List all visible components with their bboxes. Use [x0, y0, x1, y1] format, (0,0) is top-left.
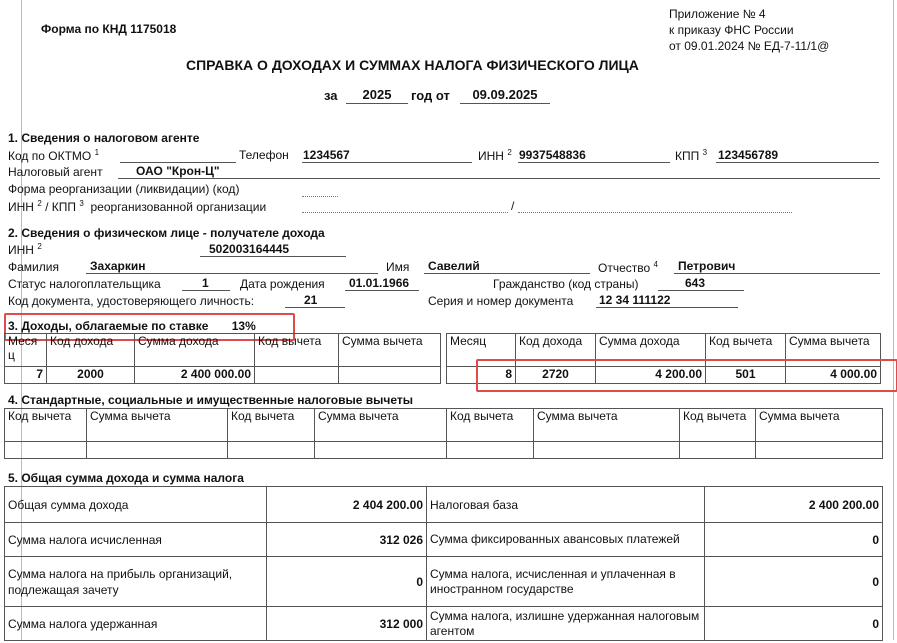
- reorg-form-label: Форма реорганизации (ликвидации) (код): [8, 182, 240, 196]
- status-field: [182, 290, 230, 291]
- agent-name: ОАО "Крон-Ц": [136, 164, 220, 178]
- agent-phone: 1234567: [303, 148, 350, 162]
- phone-label: Телефон: [239, 148, 289, 162]
- reorg-form-field: [302, 196, 338, 197]
- total-income-label: Общая сумма дохода: [5, 487, 267, 523]
- citizenship-field: [658, 290, 744, 291]
- income-header-amount: Сумма дохода: [135, 334, 255, 367]
- table-row: [5, 442, 883, 459]
- income-header-code: Код дохода: [516, 334, 596, 367]
- agent-name-field: [118, 178, 880, 179]
- tax-base-value: 2 400 200.00: [705, 487, 883, 523]
- foreign-tax-label: Сумма налога, исчисленная и уплаченная в иностранном государстве: [427, 557, 705, 607]
- tax-withheld-value: 312 000: [267, 607, 427, 641]
- deduction-header-code: Код вычета: [228, 409, 315, 442]
- firstname: Савелий: [428, 259, 480, 273]
- income-rate: 13%: [231, 319, 256, 333]
- agent-kpp-label: КПП $^3$: [675, 148, 708, 163]
- reorg-inn-label: ИНН $^2$ / КПП $^3$ реорганизованной организации: [8, 199, 267, 214]
- period-from-label: год от: [411, 88, 450, 103]
- tax-withheld-label: Сумма налога удержанная: [5, 607, 267, 641]
- deduction-header-amount: Сумма вычета: [315, 409, 447, 442]
- birth-field: [345, 290, 419, 291]
- excess-withheld-label: Сумма налога, излишне удержанная налоговым агентом: [427, 607, 705, 641]
- table-row: [5, 557, 883, 607]
- income-month: 7: [5, 367, 47, 384]
- agent-name-label: Налоговый агент: [8, 165, 103, 179]
- reorg-inn-field: [302, 212, 508, 213]
- citizenship: 643: [685, 276, 706, 290]
- income-header-ded-code: Код вычета: [706, 334, 786, 367]
- fixed-advance-label: Сумма фиксированных авансовых платежей: [427, 523, 705, 557]
- agent-kpp: 123456789: [718, 148, 779, 162]
- deduction-header-code: Код вычета: [5, 409, 87, 442]
- section-2-title: 2. Сведения о физическом лице - получателе дохода: [8, 226, 325, 240]
- income-ded-code: [255, 367, 339, 384]
- period-date-underline: [460, 103, 550, 104]
- income-code: 2000: [47, 367, 135, 384]
- form-code: Форма по КНД 1175018: [41, 22, 177, 36]
- income-month: 8: [447, 367, 516, 384]
- tax-calculated-label: Сумма налога исчисленная: [5, 523, 267, 557]
- surname: Захаркин: [90, 259, 146, 273]
- period-date: 09.09.2025: [472, 87, 538, 102]
- period-year: 2025: [362, 87, 392, 102]
- patronymic: Петрович: [678, 259, 736, 273]
- table-row: [5, 523, 883, 557]
- period-year-underline: [346, 103, 408, 104]
- doc-number-label: Серия и номер документа: [428, 294, 574, 308]
- agent-kpp-field: [716, 162, 879, 163]
- patronymic-field: [674, 273, 880, 274]
- income-header-month: Месяц: [447, 334, 516, 367]
- table-row: [5, 487, 883, 523]
- total-income-value: 2 404 200.00: [267, 487, 427, 523]
- deductions-table: [4, 408, 883, 459]
- income-ded-amount: [339, 367, 441, 384]
- income-header-ded-code: Код вычета: [255, 334, 339, 367]
- section-4-title: 4. Стандартные, социальные и имущественные налоговые вычеты: [8, 393, 413, 407]
- income-header-amount: Сумма дохода: [596, 334, 706, 367]
- section-5-title: 5. Общая сумма дохода и сумма налога: [8, 471, 244, 485]
- appendix-line-3: от 09.01.2024 № ЕД-7-11/1@: [669, 39, 830, 53]
- tax-base-label: Налоговая база: [427, 487, 705, 523]
- deduction-header-code: Код вычета: [680, 409, 756, 442]
- person-inn-label: ИНН $^2$: [8, 242, 42, 257]
- status: 1: [202, 276, 209, 290]
- person-inn-field: [200, 256, 346, 257]
- appendix-line-1: Приложение № 4: [669, 7, 766, 21]
- table-row: [5, 367, 441, 384]
- oktmo-field: [120, 162, 236, 163]
- income-ded-amount: 4 000.00: [786, 367, 881, 384]
- document-title: СПРАВКА О ДОХОДАХ И СУММАХ НАЛОГА ФИЗИЧЕСКОГО ЛИЦА: [186, 57, 639, 73]
- oktmo-label: Код по ОКТМО $^1$: [8, 148, 100, 163]
- period-for-label: за: [324, 88, 338, 103]
- status-label: Статус налогоплательщика: [8, 277, 161, 291]
- patronymic-label: Отчество $^4$: [598, 260, 658, 275]
- doc-code-field: [285, 307, 345, 308]
- agent-inn-label: ИНН $^2$: [478, 148, 512, 163]
- doc-number: 12 34 111122: [599, 293, 671, 307]
- tax-calculated-value: 312 026: [267, 523, 427, 557]
- agent-inn-field: [518, 162, 670, 163]
- page-right-edge: [893, 0, 894, 640]
- income-header-code: Код дохода: [47, 334, 135, 367]
- citizenship-label: Гражданство (код страны): [493, 277, 639, 291]
- phone-field: [302, 162, 472, 163]
- doc-code: 21: [304, 293, 318, 307]
- firstname-field: [424, 273, 590, 274]
- person-inn: 502003164445: [209, 242, 290, 256]
- income-amount: 2 400 000.00: [135, 367, 255, 384]
- income-header-ded-amount: Сумма вычета: [786, 334, 881, 367]
- income-ded-code: 501: [706, 367, 786, 384]
- income-amount: 4 200.00: [596, 367, 706, 384]
- doc-code-label: Код документа, удостоверяющего личность:: [8, 294, 255, 308]
- totals-table: [4, 486, 883, 641]
- income-table-left: [4, 333, 441, 384]
- deduction-header-amount: Сумма вычета: [87, 409, 228, 442]
- reorg-kpp-field: [518, 212, 792, 213]
- foreign-tax-value: 0: [705, 557, 883, 607]
- appendix-line-2: к приказу ФНС России: [669, 23, 794, 37]
- profit-tax-label: Сумма налога на прибыль организаций, подлежащая зачету: [5, 557, 267, 607]
- reorg-slash: /: [511, 199, 515, 213]
- fixed-advance-value: 0: [705, 523, 883, 557]
- firstname-label: Имя: [386, 260, 410, 274]
- highlight-income-row: [476, 359, 897, 392]
- agent-inn: 9937548836: [519, 148, 586, 162]
- income-header-month: Меся ц: [5, 334, 47, 367]
- income-code: 2720: [516, 367, 596, 384]
- excess-withheld-value: 0: [705, 607, 883, 641]
- birth-label: Дата рождения: [240, 277, 325, 291]
- income-header-ded-amount: Сумма вычета: [339, 334, 441, 367]
- surname-label: Фамилия: [8, 260, 59, 274]
- deduction-header-amount: Сумма вычета: [534, 409, 680, 442]
- deduction-header-code: Код вычета: [447, 409, 534, 442]
- table-row: [5, 607, 883, 641]
- profit-tax-value: 0: [267, 557, 427, 607]
- doc-number-field: [596, 307, 738, 308]
- surname-field: [86, 273, 378, 274]
- section-3-title: 3. Доходы, облагаемые по ставке 13%: [8, 319, 256, 333]
- birth-date: 01.01.1966: [349, 276, 410, 290]
- section-1-title: 1. Сведения о налоговом агенте: [8, 131, 200, 145]
- deduction-header-amount: Сумма вычета: [756, 409, 883, 442]
